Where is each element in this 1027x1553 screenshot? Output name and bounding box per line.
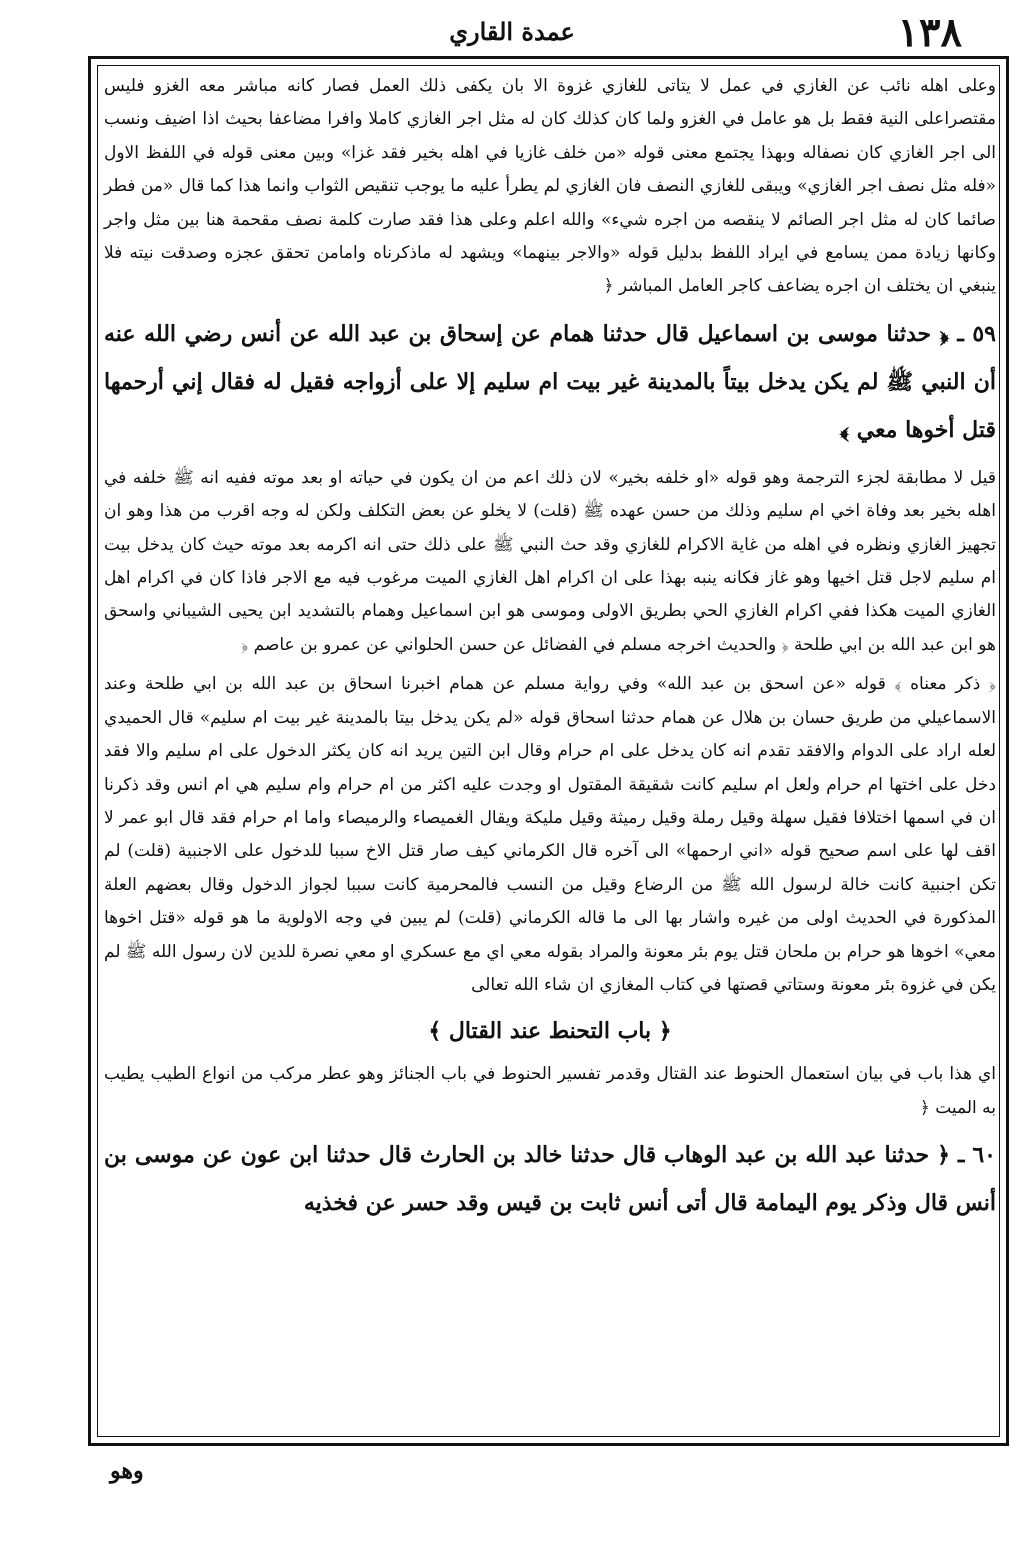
chapter-heading: ﴿ باب التحنط عند القتال ﴾ bbox=[428, 1018, 672, 1045]
commentary-paragraph-3: ﴿ ذكر معناه ﴾ قوله «عن اسحق بن عبد الله» وفي رواية مسلم عن همام اخبرنا اسحاق بن عبد الله بن ابي طلحة وعند الاسماعيلي من طريق حسان بن هلال عن همام حدثنا اسحاق قوله «لم يكن يدخل بيتا بالمدينة غير بيت ام سليم» قال الحميدي لعله اراد على الدوام والافقد تقدم انه كان يدخل على ام حرام وقال ابن التين يريد انه كان يكثر الدخول على ام سليم والا فقد دخل على اختها ام حرام ولعل ام سليم كانت شقيقة المقتول او وجدت عليه اكثر من ام حرام وام سليم هي ام انس وقد ذكرنا ان في اسمها اختلافا فقيل سهلة وقيل رملة وقيل رميثة وقيل مليكة ويقال الغميصاء والرميصاء واما ام حرام فقد قال ابو عمر لا اقف لها على اسم صحيح قوله «اني ارحمها» الى آخره قال الكرماني كيف صار قتل الاخ سببا للدخول على الاجنبية (قلت) لم تكن اجنبية كانت خالة لرسول الله ﷺ من الرضاع وقيل من النسب فالمحرمية كانت سببا لجواز الدخول وقال بعضهم العلة المذكورة في الحديث اولى من غيره واشار بها الى ما قاله الكرماني (قلت) لم يبين في وجه الاولوية ما هو قوله «قتل اخوها معي» اخوها هو حرام بن ملحان قتل يوم بئر معونة والمراد بقوله معي اي مع عسكري او معي نصرة للدين لان رسول الله ﷺ لم يكن في غزوة بئر معونة وستاتي قصتها في كتاب المغازي ان شاء الله تعالى bbox=[104, 674, 996, 995]
main-text bbox=[104, 70, 996, 1235]
catchword: وهو bbox=[110, 1458, 144, 1484]
page-number: ١٣٨ bbox=[897, 9, 962, 56]
hadith-59: ٥٩ ـ ﴿ حدثنا موسى بن اسماعيل قال حدثنا همام عن إسحاق بن عبد الله عن أنس رضي الله عنه أن النبي ﷺ لم يكن يدخل بيتاً بالمدينة غير بيت ام سليم إلا على أزواجه فقيل له فقال إني أرحمها قتل أخوها معي ﴾ bbox=[104, 320, 996, 443]
commentary-paragraph-2: قيل لا مطابقة لجزء الترجمة وهو قوله «او خلفه بخير» لان ذلك اعم من ان يكون في حياته او بعد موته ففيه انه ﷺ خلفه في اهله بخير بعد وفاة اخي ام سليم وذلك من حسن عهده ﷺ (قلت) لا يخلو عن بعض التكلف ولكن له وجه اقرب من هذا وهو ان تجهيز الغازي ونظره في اهله من غاية الاكرام للغازي وقد حث النبي ﷺ على ذلك حتى انه اكرمه بعد موته حيث كان يدخل بيت ام سليم لاجل قتل اخيها وهو غاز فكانه ينبه بهذا على ان اكرام اهل الغازي الميت مرغوب فيه مع الاجر فاذا كان في اكرام اهل الغازي الميت هكذا ففي اكرام الغازي الحي بطريق الاولى وموسى هو ابن اسماعيل وهمام بالتشديد ابن يحيى الشيباني واسحق هو ابن عبد الله بن ابي طلحة ﴿ والحديث اخرجه مسلم في الفضائل عن حسن الحلواني عن عمرو بن عاصم ﴿ bbox=[104, 467, 996, 655]
commentary-paragraph-1: وعلى اهله نائب عن الغازي في عمل لا يتاتى للغازي غزوة الا بان يكفى ذلك العمل فصار كانه مباشر معه الغزو فليس مقتصراعلى النية فقط بل هو عامل في الغزو ولما كان كذلك كان له مثل اجر الغازي كاملا وافرا مضاعفا بحيث اذا اضيف ونسب الى اجر الغازي كان نصفاله وبهذا يجتمع معنى قوله «من خلف غازيا في اهله بخير فقد غزا» وبين معنى قوله في اللفظ الاول «فله مثل نصف اجر الغازي» ويبقى للغازي النصف فان الغازي لم يطرأ عليه ما يوجب تنقيص الثواب وانما هذا كما قال «من فطر صائما كان له مثل اجر الصائم لا ينقصه من اجره شيء» والله اعلم وعلى هذا فقد صارت كلمة نصف مقحمة هنا بين مثل واجر وكانها زيادة ممن يسامع في ايراد اللفظ بدليل قوله «والاجر بينهما» ويشهد له ماذكرناه وامامن تحقق عجزه وصدقت نيته فلا ينبغي ان يختلف ان اجره يضاعف كاجر العامل المباشر ﴿ bbox=[104, 76, 996, 297]
page-header bbox=[62, 10, 962, 56]
running-title: عمدة القاري bbox=[449, 17, 575, 46]
commentary-paragraph-4: اي هذا باب في بيان استعمال الحنوط عند القتال وقدمر تفسير الحنوط في باب الجنائز وهو عطر مركب من انواع الطيب يطيب به الميت ﴿ bbox=[104, 1064, 996, 1118]
hadith-60: ٦٠ ـ ﴿ حدثنا عبد الله بن عبد الوهاب قال حدثنا خالد بن الحارث قال حدثنا ابن عون عن موسى بن أنس قال وذكر يوم اليمامة قال أتى أنس ثابت بن قيس وقد حسر عن فخذيه bbox=[104, 1142, 996, 1217]
